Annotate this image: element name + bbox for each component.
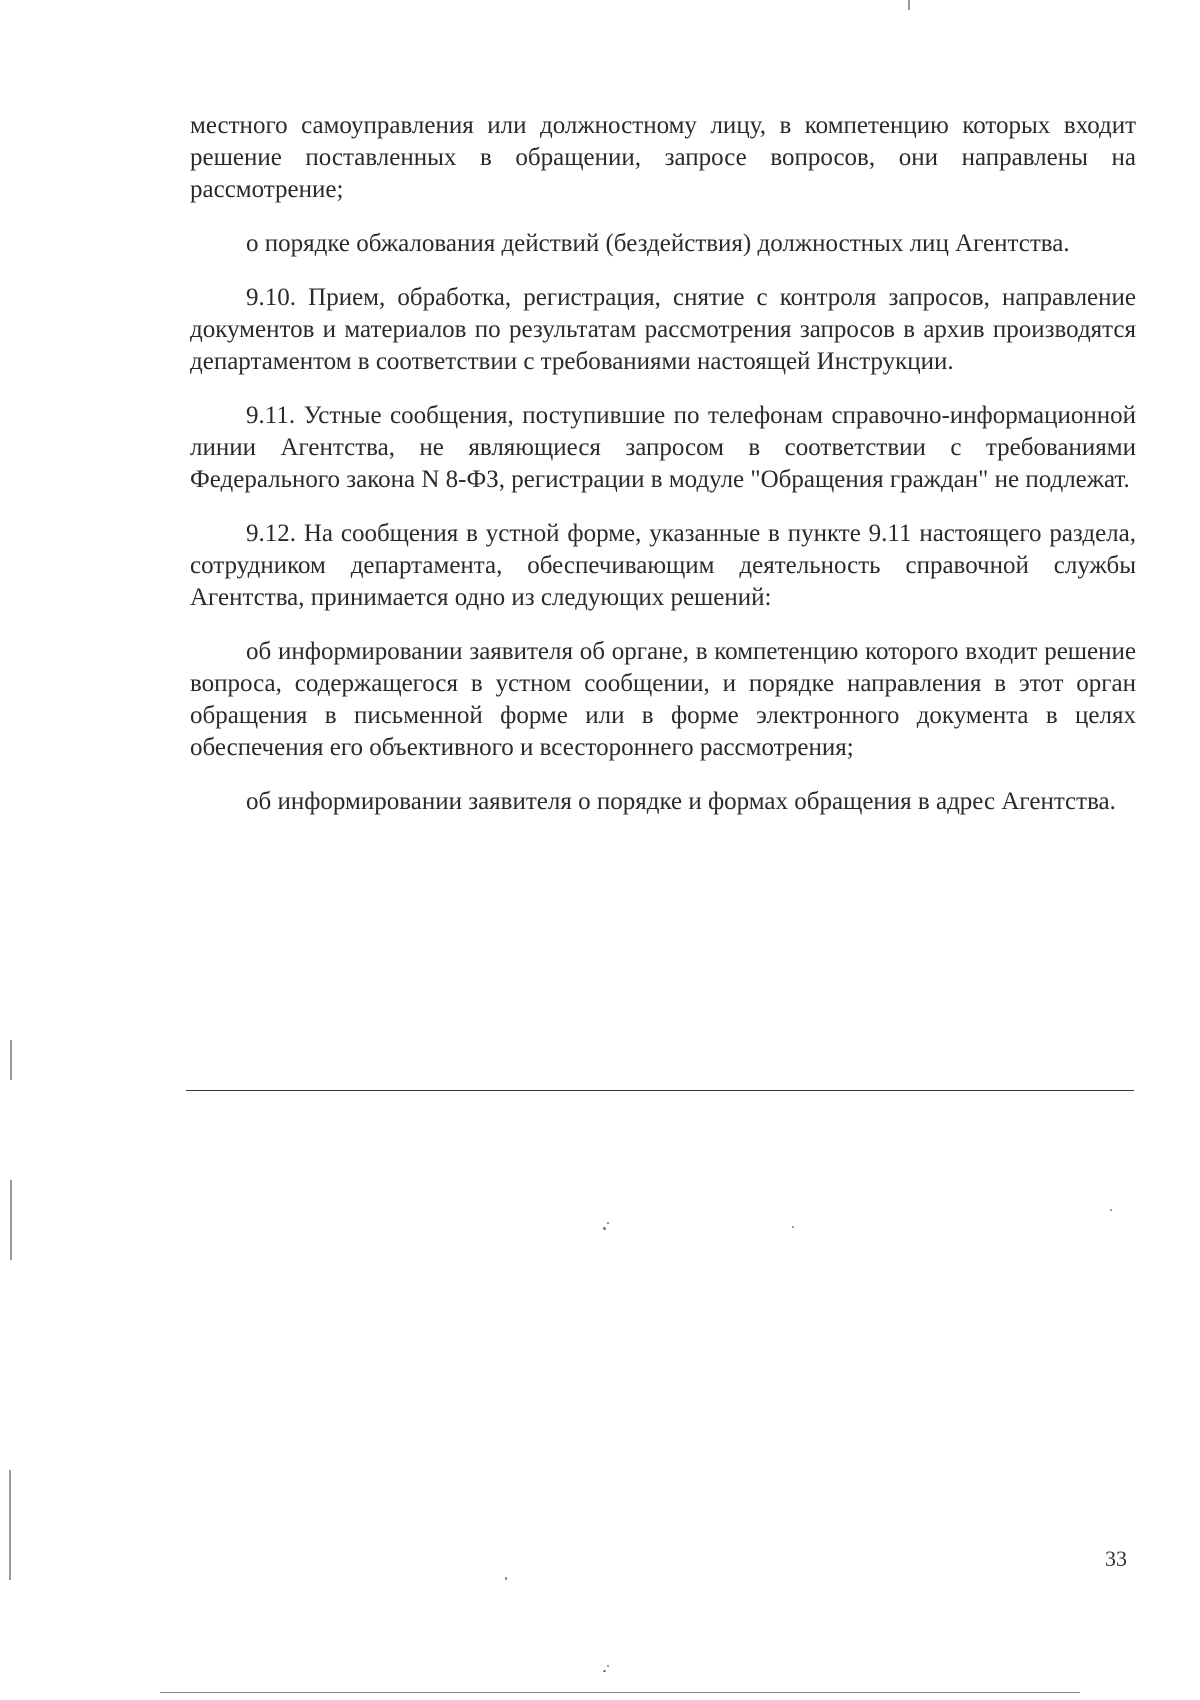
body-text <box>190 110 1136 840</box>
scan-edge-mark <box>10 1180 12 1260</box>
scan-speck <box>505 1577 507 1580</box>
scan-speck <box>792 1226 794 1228</box>
scan-speck <box>1110 1209 1112 1211</box>
scan-speck <box>607 1222 609 1224</box>
paragraph-appeal-procedure: о порядке обжалования действий (бездействия) должностных лиц Агентства. <box>246 230 1070 257</box>
paragraph-informing-procedure: об информировании заявителя о порядке и формах обращения в адрес Агентства. <box>246 788 1116 815</box>
scan-edge-mark <box>10 1040 12 1080</box>
paragraph-informing-authority: об информировании заявителя об органе, в компетенцию которого входит решение вопроса, содержащегося в устном сообщении, и порядке направления в этот орган обращения в письменной форме или в форме электронного документа в целях обеспечения его объективного и всестороннего рассмотрения; <box>190 638 1136 761</box>
paragraph-continuation: местного самоуправления или должностному лицу, в компетенцию которых входит решение поставленных в обращении, запросе вопросов, они направлены на рассмотрение; <box>190 112 1136 203</box>
page-number: 33 <box>1105 1546 1127 1571</box>
scan-bottom-edge <box>160 1692 1080 1693</box>
footnote-separator-line <box>186 1090 1134 1091</box>
scan-edge-mark <box>9 1470 11 1580</box>
paragraph-9-12: 9.12. На сообщения в устной форме, указанные в пункте 9.11 настоящего раздела, сотрудником департамента, обеспечивающим деятельность справочной службы Агентства, принимается одно из следующих решений: <box>190 520 1136 611</box>
paragraph-9-10: 9.10. Прием, обработка, регистрация, снятие с контроля запросов, направление документов и материалов по результатам рассмотрения запросов в архив производятся департаментом в соответствии с требованиями настоящей Инструкции. <box>190 284 1136 375</box>
scan-speck <box>603 1670 606 1672</box>
scan-speck <box>603 1227 606 1230</box>
scan-speck <box>607 1665 609 1667</box>
paragraph-9-11: 9.11. Устные сообщения, поступившие по телефонам справочно-информационной линии Агентства, не являющиеся запросом в соответствии с требованиями Федерального закона N 8-ФЗ, регистрации в модуле "Обращения граждан" не подлежат. <box>190 402 1136 493</box>
scan-edge-mark <box>908 0 910 10</box>
